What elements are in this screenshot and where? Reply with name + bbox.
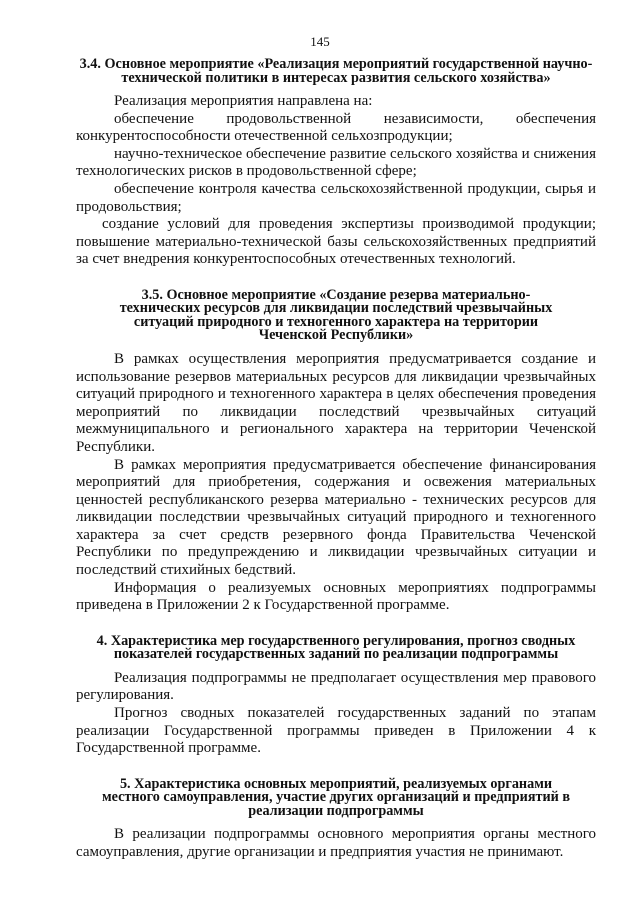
page-content <box>76 58 596 862</box>
paragraph: Прогноз сводных показателей государственных заданий по этапам реализации Государственной программы приведен в Приложении 4 к Государственной программе. <box>76 705 596 757</box>
paragraph: обеспечение контроля качества сельскохозяйственной продукции, сырья и продовольствия; <box>76 180 596 215</box>
section-5 <box>76 775 596 862</box>
paragraph: создание условий для проведения экспертизы производимой продукции; повышение материально-технической базы сельскохозяйственных предприятий за счет внедрения конкурентоспособных отечественных технологий. <box>76 216 596 268</box>
paragraph: Информация о реализуемых основных мероприятиях подпрограммы приведена в Приложении 2 к Государственной программе. <box>76 579 596 614</box>
section-3-5 <box>76 286 596 615</box>
section-4 <box>76 632 596 758</box>
section-3-4 <box>76 58 596 269</box>
section-heading: 5. Характеристика основных мероприятий, реализуемых органами местного самоуправления, участие других организаций и предприятий в реализации подпрограммы <box>101 775 571 819</box>
page-number: 145 <box>310 34 330 49</box>
paragraph: Реализация мероприятия направлена на: <box>114 93 373 109</box>
section-heading: 3.4. Основное мероприятие «Реализация мероприятий государственной научно-технической политики в интересах развития сельского хозяйства» <box>79 56 593 86</box>
paragraph: Реализация подпрограммы не предполагает осуществления мер правового регулирования. <box>76 669 596 704</box>
paragraph: В реализации подпрограммы основного мероприятия органы местного самоуправления, другие организации и предприятия участия не принимают. <box>76 826 596 860</box>
paragraph: В рамках мероприятия предусматривается обеспечение финансирования мероприятий для приобретения, содержания и освежения материальных ценностей республиканского резерва материально - технических ресурсов для ликвидации последствии чрезвычайных ситуаций природного и техногенного характера за счет средств резервного фонда Правительства Чеченской Республики по предупреждению и ликвидации чрезвычайных ситуации и последствий стихийных бедствий. <box>76 456 596 579</box>
paragraph: научно-техническое обеспечение развитие сельского хозяйства и снижения технологических рисков в продовольственной сфере; <box>76 145 596 180</box>
paragraph: В рамках осуществления мероприятия предусматривается создание и использование резервов материальных ресурсов для ликвидации чрезвычайных ситуаций природного и техногенного характера в целях обеспечения проведения мероприятий по ликвидации последствий чрезвычайных ситуаций межмуниципального и регионального характера на территории Чеченской Республики. <box>76 350 596 455</box>
section-heading: 4. Характеристика мер государственного регулирования, прогноз сводных показателей государственных заданий по реализации подпрограммы <box>96 632 576 663</box>
section-heading: 3.5. Основное мероприятие «Создание резерва материально-технических ресурсов для ликвидации последствий чрезвычайных ситуаций природного и техногенного характера на территории Чеченской Республики» <box>119 286 553 344</box>
paragraph: обеспечение продовольственной независимости, обеспечения конкурентоспособности отечественной сельхозпродукции; <box>76 110 596 145</box>
